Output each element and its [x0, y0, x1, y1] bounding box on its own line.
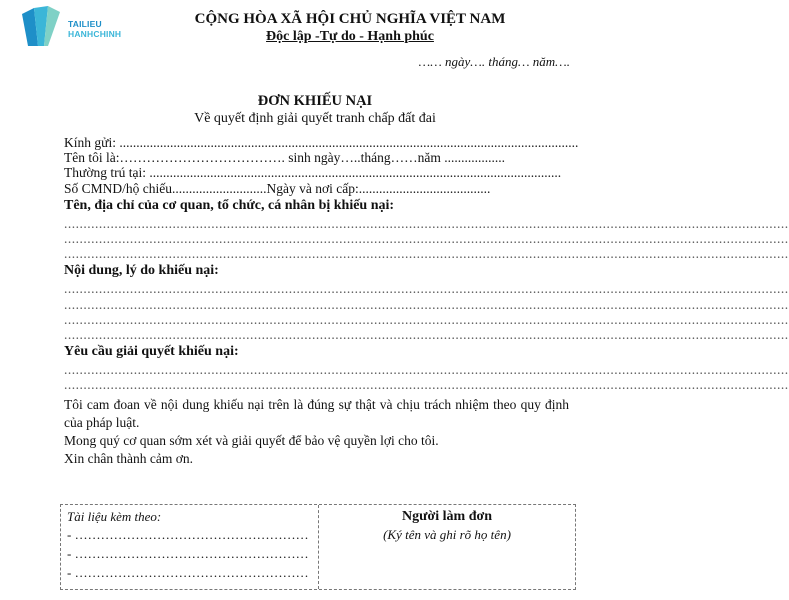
content-line[interactable]: ........................................................................................................................................................................................... — [64, 326, 789, 342]
content-line[interactable]: ........................................................................................................................................................................................... — [64, 281, 789, 297]
logo-text — [68, 19, 121, 39]
request-line[interactable]: ........................................................................................................................................................................................... — [64, 362, 789, 378]
date-line: …… ngày…. tháng… năm…. — [418, 54, 570, 69]
attachments-heading: Tài liệu kèm theo: — [67, 509, 162, 524]
attachments-cell — [61, 505, 319, 589]
motto: Độc lập -Tự do - Hạnh phúc — [266, 29, 434, 44]
request-heading: Yêu cầu giải quyết khiếu nại: — [64, 344, 239, 360]
signer-cell — [319, 505, 575, 589]
nation-title: CỘNG HÒA XÃ HỘI CHỦ NGHĨA VIỆT NAM — [194, 11, 506, 27]
respondent-heading: Tên, địa chỉ của cơ quan, tổ chức, cá nhân bị khiếu nại: — [64, 197, 395, 213]
document-subtitle: Về quyết định giải quyết tranh chấp đất đai — [194, 111, 436, 126]
logo-icon — [18, 6, 64, 50]
logo-line1: TAILIEU — [68, 19, 102, 29]
attachment-item[interactable]: - ……………………………………………… — [67, 546, 309, 561]
content-line[interactable]: ........................................................................................................................................................................................... — [64, 296, 789, 312]
name-field[interactable]: Tên tôi là:………………………………. sinh ngày…..tháng……năm .................. — [64, 150, 505, 166]
id-field[interactable]: Số CMND/hộ chiếu............................Ngày và nơi cấp:....................................... — [64, 180, 491, 196]
respondent-line[interactable]: ........................................................................................................................................................................................... — [64, 246, 789, 262]
recipient-field[interactable]: Kính gửi: ........................................................................................................................................ — [64, 135, 579, 150]
signature-table — [60, 504, 576, 590]
content-line[interactable]: ........................................................................................................................................................................................... — [64, 311, 789, 327]
thanks-text: Xin chân thành cảm ơn. — [64, 451, 193, 467]
document-title: ĐƠN KHIẾU NẠI — [257, 93, 373, 109]
request-line[interactable]: ........................................................................................................................................................................................... — [64, 377, 789, 393]
attachment-item[interactable]: - ……………………………………………… — [67, 565, 309, 580]
form-body — [64, 135, 789, 468]
respondent-line[interactable]: ........................................................................................................................................................................................... — [64, 215, 789, 231]
residence-field[interactable]: Thường trú tại: .......................................................................................................................... — [64, 165, 562, 181]
logo — [18, 6, 138, 50]
logo-line2: HANHCHINH — [68, 29, 122, 39]
attachment-item[interactable]: - ……………………………………………… — [67, 527, 309, 542]
signer-title: Người làm đơn — [401, 509, 493, 524]
commitment-text: Tôi cam đoan về nội dung khiếu nại trên là đúng sự thật và chịu trách nhiệm theo quy định của pháp luật. — [64, 397, 569, 431]
respondent-line[interactable]: ........................................................................................................................................................................................... — [64, 230, 789, 246]
request-text: Mong quý cơ quan sớm xét và giải quyết để bảo vệ quyền lợi cho tôi. — [64, 433, 439, 449]
national-header — [140, 10, 560, 45]
signer-hint: (Ký tên và ghi rõ họ tên) — [383, 527, 511, 542]
title-block — [60, 92, 570, 127]
content-heading: Nội dung, lý do khiếu nại: — [64, 263, 219, 279]
